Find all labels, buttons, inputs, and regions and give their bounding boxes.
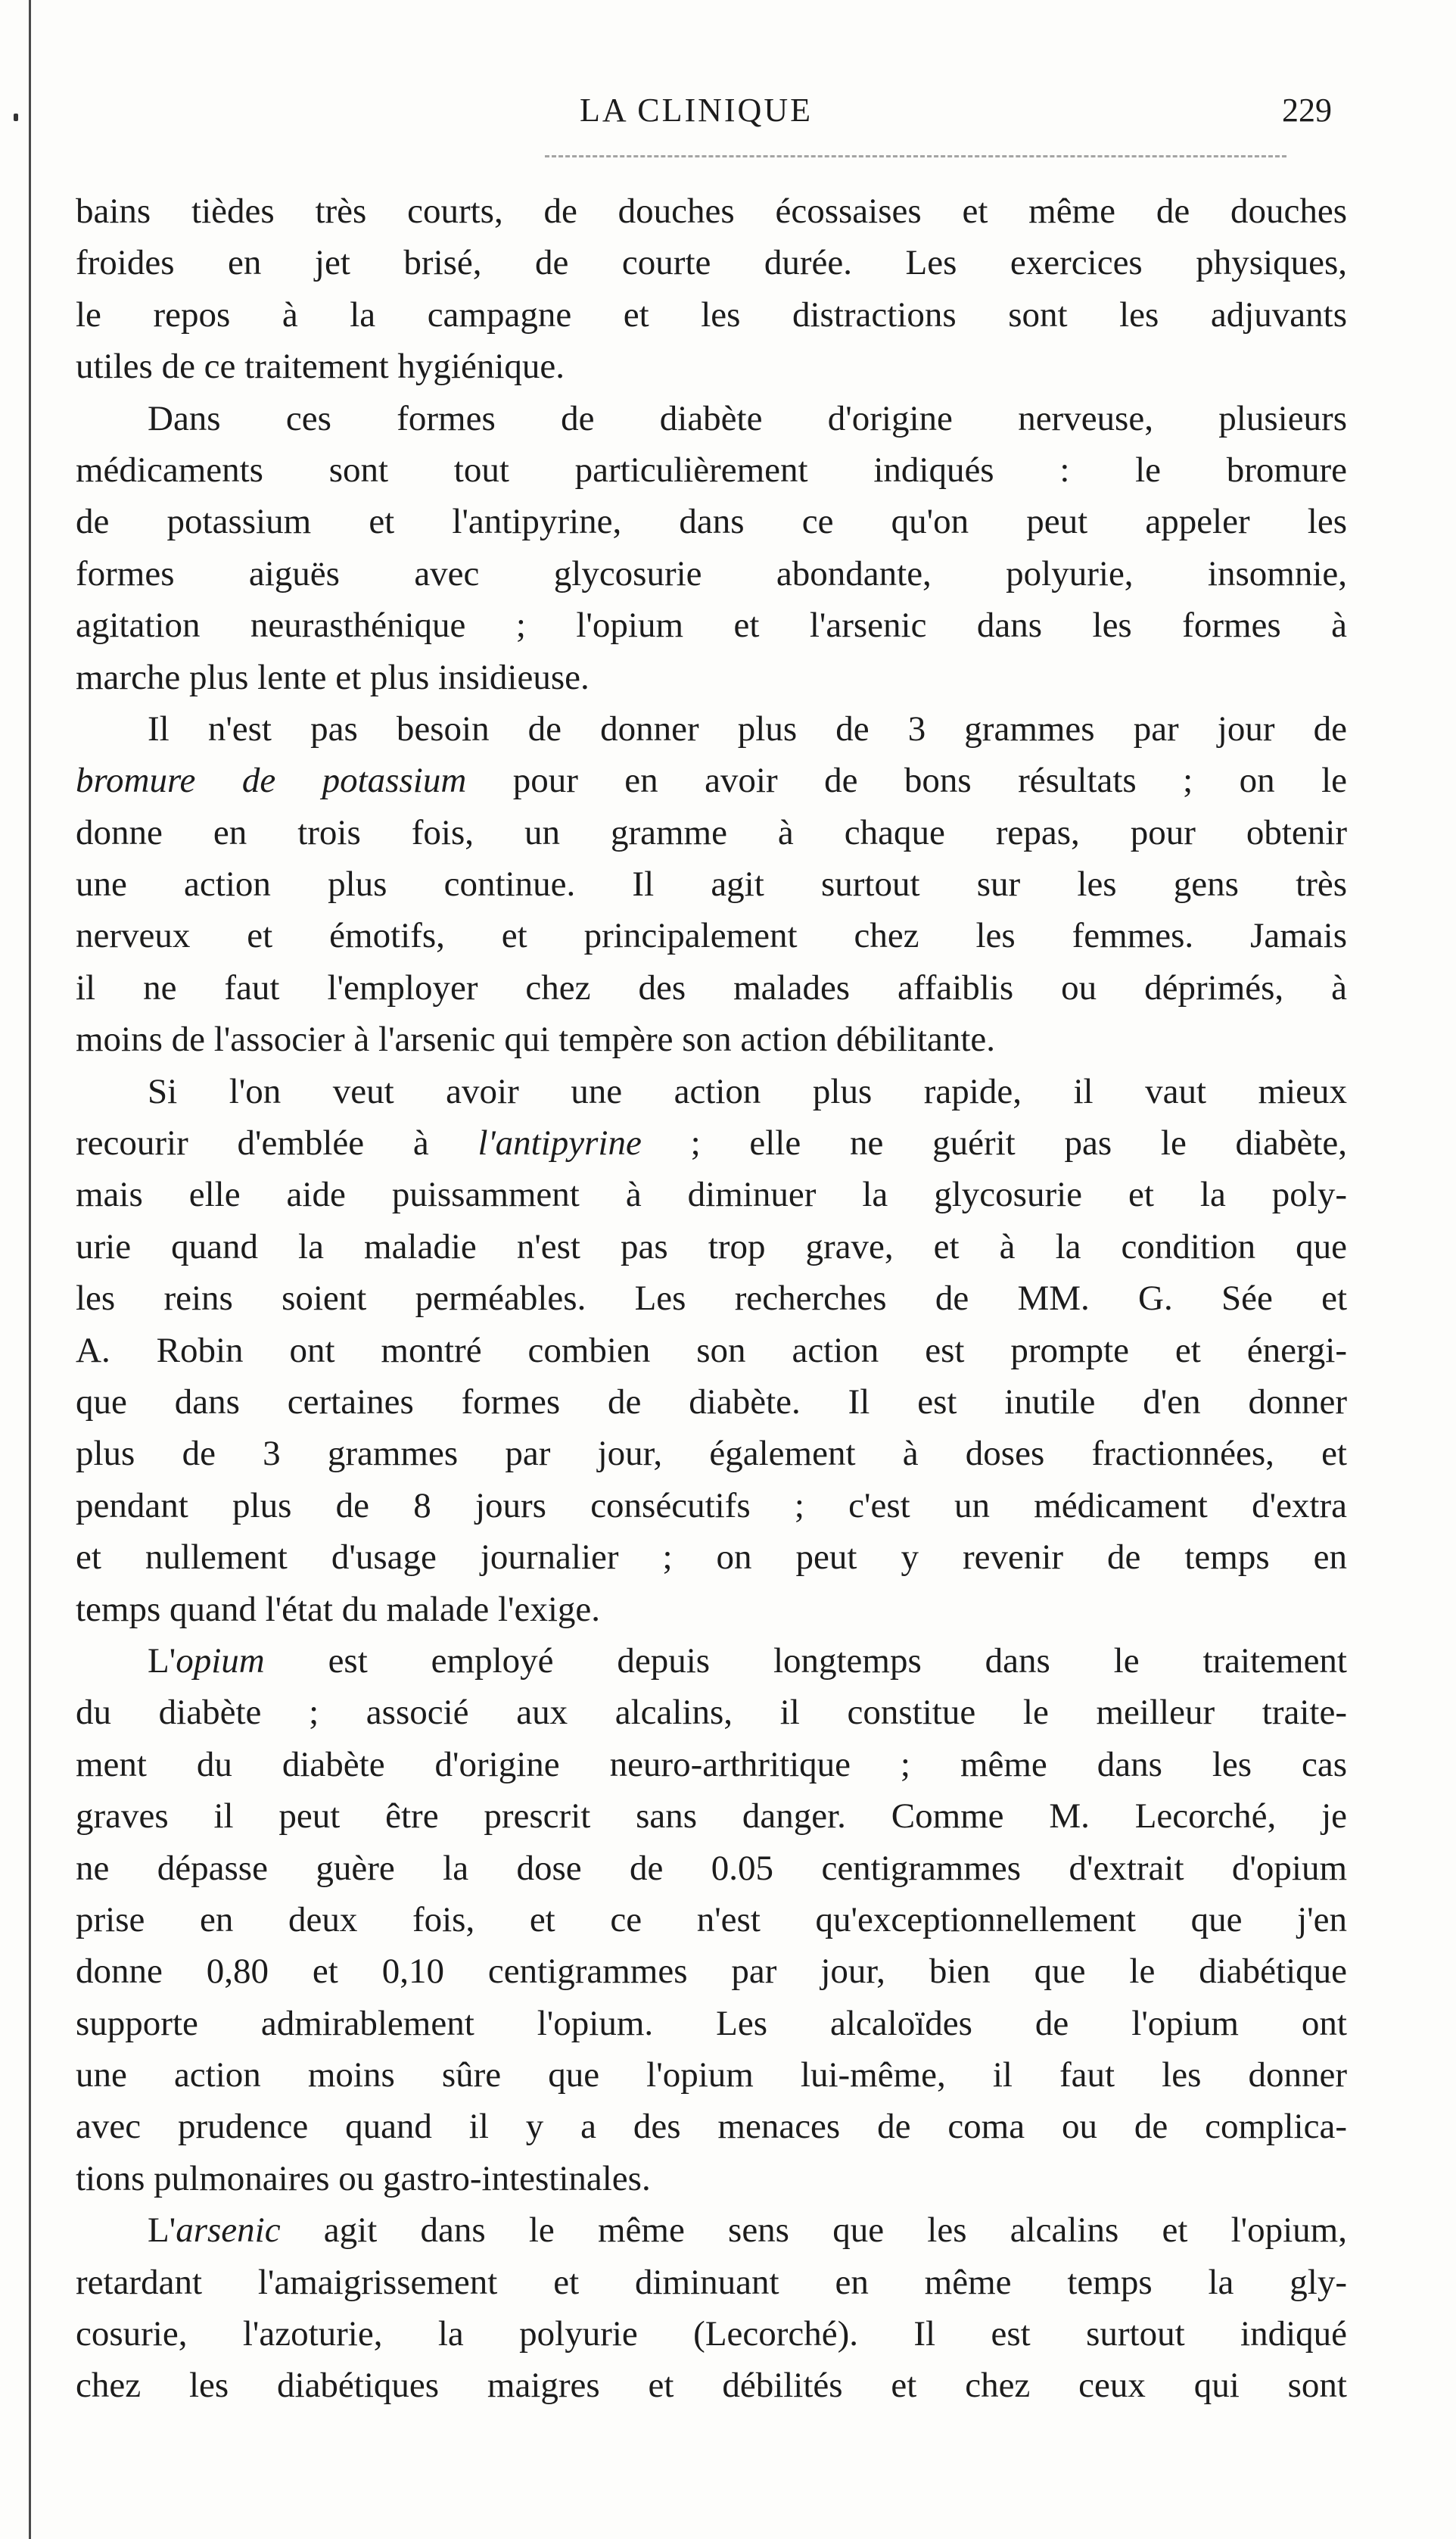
text-line: marche plus lente et plus insidieuse. <box>76 657 590 697</box>
text-line: tions pulmonaires ou gastro-intestinales. <box>76 2158 651 2198</box>
text-line: froides en jet brisé, de courte durée. Les exercices physiques, <box>76 243 1347 283</box>
text-line: plus de 3 grammes par jour, également à doses fractionnées, et <box>76 1434 1347 1474</box>
text-line: et nullement d'usage journalier ; on peut y revenir de temps en <box>76 1537 1347 1578</box>
text-line: ment du diabète d'origine neuro-arthritique ; même dans les cas <box>76 1744 1347 1784</box>
text-line: de potassium et l'antipyrine, dans ce qu'on peut appeler les <box>76 502 1347 542</box>
text-line: du diabète ; associé aux alcalins, il constitue le meilleur traite- <box>76 1693 1347 1733</box>
text-line: prise en deux fois, et ce n'est qu'exceptionnellement que j'en <box>76 1899 1347 1939</box>
text-line: mais elle aide puissamment à diminuer la glycosurie et la poly- <box>76 1175 1347 1215</box>
header-rule <box>545 155 1286 157</box>
text-line: une action moins sûre que l'opium lui-même, il faut les donner <box>76 2055 1347 2095</box>
text-line: une action plus continue. Il agit surtout sur les gens très <box>76 865 1347 905</box>
text-line: graves il peut être prescrit sans danger. Comme M. Lecorché, je <box>76 1796 1347 1836</box>
text-line: moins de l'associer à l'arsenic qui tempère son action débilitante. <box>76 1020 996 1060</box>
text-line: bains tièdes très courts, de douches écossaises et même de douches <box>76 192 1347 231</box>
text-line: Dans ces formes de diabète d'origine nerveuse, plusieurs <box>148 398 1347 438</box>
text-line: cosurie, l'azoturie, la polyurie (Lecorché). Il est surtout indiqué <box>76 2314 1347 2354</box>
text-line: A. Robin ont montré combien son action est prompte et énergi- <box>76 1330 1347 1370</box>
running-title: LA CLINIQUE <box>580 92 813 129</box>
text-line: pendant plus de 8 jours consécutifs ; c'est un médicament d'extra <box>76 1485 1347 1525</box>
text-line: bromure de potassium pour en avoir de bons résultats ; on le <box>76 761 1347 801</box>
text-line: Il n'est pas besoin de donner plus de 3 grammes par jour de <box>148 709 1347 749</box>
text-line: donne en trois fois, un gramme à chaque repas, pour obtenir <box>76 812 1347 852</box>
text-line: utiles de ce traitement hygiénique. <box>76 347 565 387</box>
binding-mark <box>14 114 18 121</box>
text-line: nerveux et émotifs, et principalement chez les femmes. Jamais <box>76 916 1347 956</box>
italic-term: opium <box>176 1640 265 1681</box>
text-line: L'opium est employé depuis longtemps dans le traitement <box>148 1640 1347 1681</box>
italic-term: bromure de potassium <box>76 761 467 801</box>
text-line: retardant l'amaigrissement et diminuant en même temps la gly- <box>76 2262 1347 2302</box>
text-line: supporte admirablement l'opium. Les alcaloïdes de l'opium ont <box>76 2003 1347 2043</box>
body-text <box>76 185 1347 2412</box>
text-line: médicaments sont tout particulièrement indiqués : le bromure <box>76 450 1347 490</box>
running-head <box>76 91 1332 136</box>
text-line: avec prudence quand il y a des menaces de coma ou de complica- <box>76 2107 1347 2147</box>
text-line: formes aiguës avec glycosurie abondante, polyurie, insomnie, <box>76 553 1347 593</box>
text-line: chez les diabétiques maigres et débilités et chez ceux qui sont <box>76 2366 1347 2406</box>
text-line: temps quand l'état du malade l'exige. <box>76 1589 600 1629</box>
text-line: L'arsenic agit dans le même sens que les alcalins et l'opium, <box>148 2210 1347 2251</box>
text-line: les reins soient perméables. Les recherches de MM. G. Sée et <box>76 1279 1347 1319</box>
text-line: Si l'on veut avoir une action plus rapide, il vaut mieux <box>148 1071 1347 1111</box>
binding-edge <box>29 0 31 2539</box>
text-line: ne dépasse guère la dose de 0.05 centigrammes d'extrait d'opium <box>76 1848 1347 1888</box>
text-line: urie quand la maladie n'est pas trop grave, et à la condition que <box>76 1226 1347 1266</box>
page-number: 229 <box>1282 92 1332 129</box>
text-line: que dans certaines formes de diabète. Il est inutile d'en donner <box>76 1382 1347 1422</box>
italic-term: arsenic <box>176 2210 281 2251</box>
text-line: donne 0,80 et 0,10 centigrammes par jour, bien que le diabétique <box>76 1952 1347 1992</box>
italic-term: l'antipyrine <box>478 1123 642 1164</box>
text-line: le repos à la campagne et les distractions sont les adjuvants <box>76 294 1347 335</box>
text-line: agitation neurasthénique ; l'opium et l'arsenic dans les formes à <box>76 606 1347 646</box>
text-line: recourir d'emblée à l'antipyrine ; elle ne guérit pas le diabète, <box>76 1123 1347 1164</box>
text-line: il ne faut l'employer chez des malades affaiblis ou déprimés, à <box>76 967 1347 1008</box>
